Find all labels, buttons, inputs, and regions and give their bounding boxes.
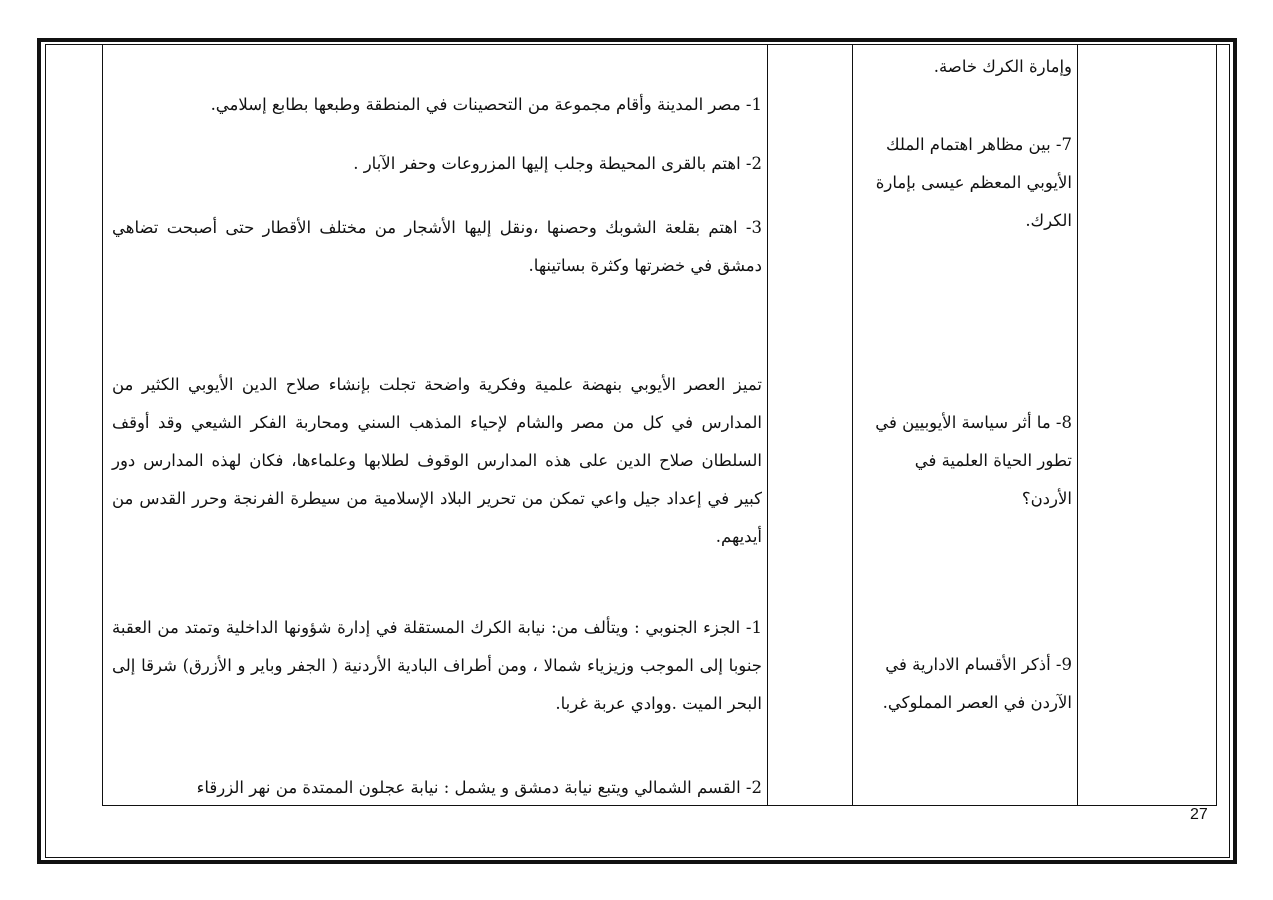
answer-7-item-1: 1- مصر المدينة وأقام مجموعة من التحصينات في المنطقة وطبعها بطابع إسلامي. xyxy=(210,95,762,114)
answer-9-item-2: 2- القسم الشمالي ويتبع نيابة دمشق و يشمل : نيابة عجلون الممتدة من نهر الزرقاء xyxy=(196,778,762,797)
table-border-left xyxy=(102,44,103,806)
answer-7-item-2: 2- اهتم بالقرى المحيطة وجلب إليها المزروعات وحفر الآبار . xyxy=(353,154,762,173)
question-9: 9- أذكر الأقسام الادارية في الآردن في العصر المملوكي. xyxy=(882,655,1072,712)
answer-9-item-1: 1- الجزء الجنوبي : ويتألف من: نيابة الكرك المستقلة في إدارة شؤونها الداخلية وتمتد من العقبة جنوبا إلى الموجب وزيزياء شمالا ، ومن أطراف البادية الأردنية ( الجفر وباير و الأزرق) شرقا إلى البحر الميت .ووادي عربة غربا. xyxy=(112,618,762,713)
answers-column xyxy=(112,48,762,800)
table-border-right xyxy=(1216,44,1217,806)
table-divider-3 xyxy=(1077,44,1078,806)
question-cont: وإمارة الكرك خاصة. xyxy=(933,57,1072,76)
table-divider-2 xyxy=(852,44,853,806)
questions-column xyxy=(862,48,1072,798)
question-8: 8- ما أثر سياسة الأيوبيين في تطور الحياة العلمية في الأردن؟ xyxy=(875,413,1072,508)
question-7: 7- بين مظاهر اهتمام الملك الأيوبي المعظم عيسى بإمارة الكرك. xyxy=(875,135,1072,230)
table-divider-1 xyxy=(767,44,768,806)
answer-7-item-3: 3- اهتم بقلعة الشوبك وحصنها ،ونقل إليها الأشجار من مختلف الأقطار حتى أصبحت تضاهي دمشق في خضرتها وكثرة بساتينها. xyxy=(112,218,762,275)
page-number: 27 xyxy=(1190,806,1208,823)
answer-8: تميز العصر الأيوبي بنهضة علمية وفكرية واضحة تجلت بإنشاء صلاح الدين الأيوبي الكثير من المدارس في كل من مصر والشام لإحياء المذهب السني ومحاربة الفكر الشيعي وقد أوقف السلطان صلاح الدين على هذه المدارس الوقوف لطلابها وعلماءها، فكان لهذه المدارس دور كبير في إعداد جيل واعي تمكن من تحرير البلاد الإسلامية من سيطرة الفرنجة وحرر القدس من أيديهم. xyxy=(112,375,762,546)
